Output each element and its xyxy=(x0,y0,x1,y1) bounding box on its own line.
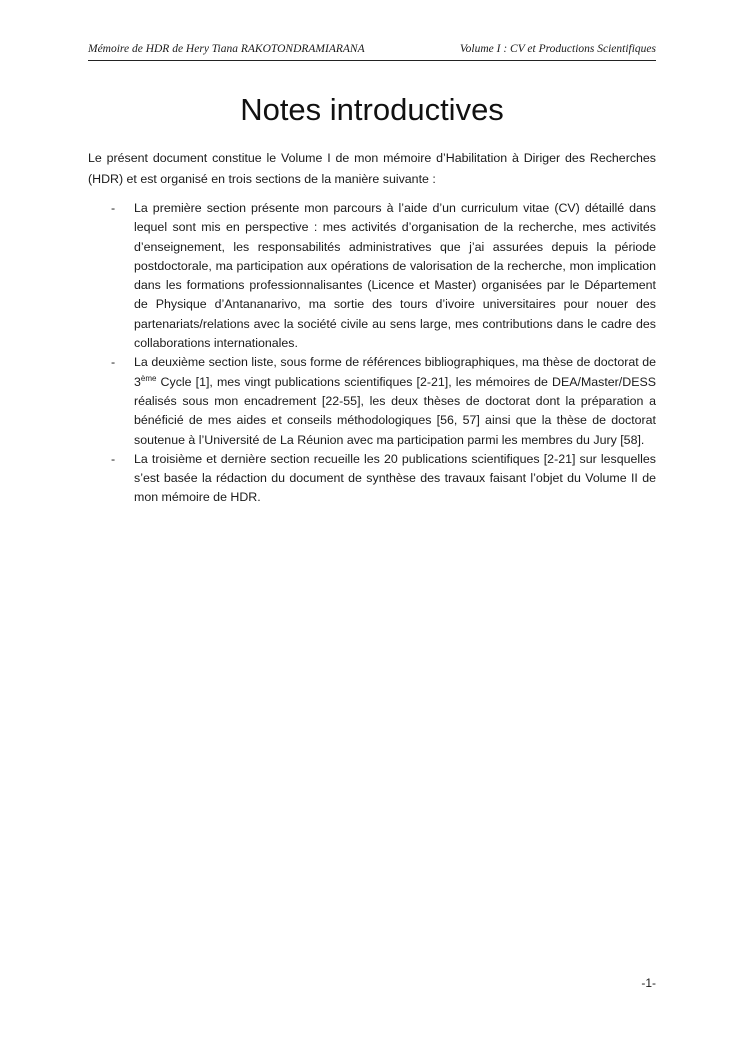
section-2-superscript: ème xyxy=(140,373,157,383)
sections-list xyxy=(88,199,656,508)
bullet-dash: - xyxy=(111,451,116,466)
section-2-text-before: La deuxième section liste, sous forme de références bibliographiques, ma thèse de doctorat de 3 xyxy=(134,355,656,389)
page-number: -1- xyxy=(641,976,656,990)
header-author: Mémoire de HDR de Hery Tiana RAKOTONDRAMIARANA xyxy=(88,43,365,55)
bullet-dash: - xyxy=(111,201,116,215)
section-2-text-after: Cycle [1], mes vingt publications scientifiques [2-21], les mémoires de DEA/Master/DESS réalisés sous mon encadrement [22-55], les deux thèses de doctorat dont la préparation a bénéficié de mes aides et conseils méthodologiques [56, 57] ainsi que la thèse de doctorat soutenue à l’Université de La Réunion avec ma participation parmi les membres du Jury [58]. xyxy=(134,374,656,447)
section-1-text: La première section présente mon parcours à l’aide d’un curriculum vitae (CV) détaillé dans lequel sont mis en perspective : mes activités d’organisation de la recherche, mes activités d’enseignement, les responsabilités administratives que j’ai assurées depuis la période postdoctorale, ma participation aux opérations de valorisation de la recherche, mon implication dans les formations professionnalisantes (Licence et Master) organisées par le Département de Physique d’Antananarivo, ma sortie des tours d’ivoire universitaires pour nouer des partenariats/relations avec la société civile au sens large, mes contributions dans le cadre des collaborations internationales. xyxy=(134,201,656,351)
section-3-text: La troisième et dernière section recueille les 20 publications scientifiques [2-21] sur lesquelles s’est basée la rédaction du document de synthèse des travaux faisant l’objet du Volume II de mon mémoire de HDR. xyxy=(134,451,656,505)
bullet-dash: - xyxy=(111,355,116,370)
page-title: Notes introductives xyxy=(240,92,504,127)
list-item xyxy=(88,199,656,353)
list-item xyxy=(88,450,656,508)
header-volume: Volume I : CV et Productions Scientifiques xyxy=(459,43,656,55)
intro-paragraph: Le présent document constitue le Volume I de mon mémoire d’Habilitation à Diriger des Recherches (HDR) et est organisé en trois sections de la manière suivante : xyxy=(88,151,656,186)
page-header xyxy=(88,43,656,61)
list-item xyxy=(88,353,656,449)
